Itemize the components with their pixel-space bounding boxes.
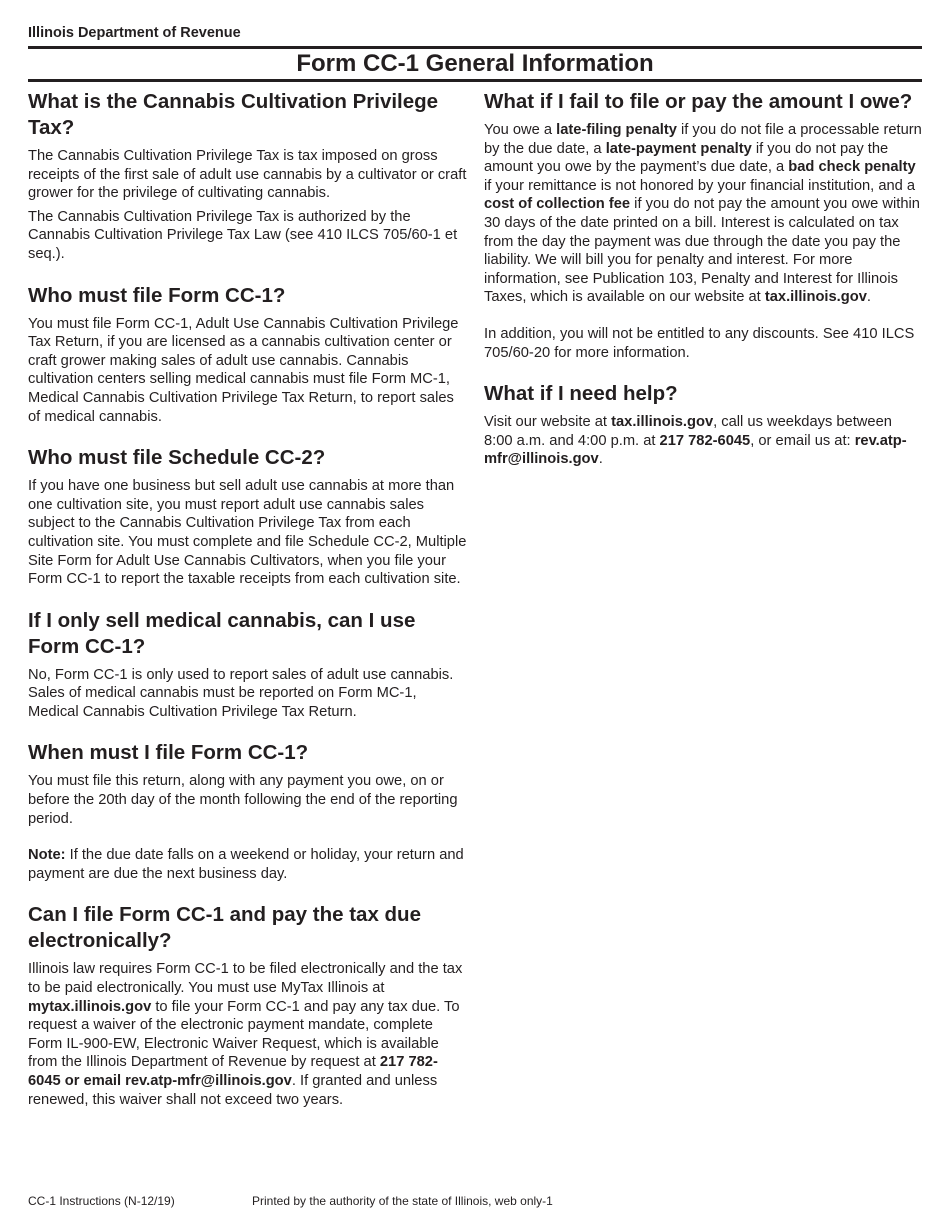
contact-bold: 217 782-6045 or email rev.atp-mfr@illinois.gov [28,1054,438,1089]
bold-term: cost of collection fee [484,196,631,213]
text-run: , call us weekdays between 8:00 a.m. and 4:00 p.m. at [484,414,892,449]
website-link[interactable]: tax.illinois.gov [764,289,867,306]
section-when-file [28,740,468,883]
paragraph [484,413,924,469]
left-column [28,89,468,1128]
section-heading: What if I fail to file or pay the amount I owe? [484,90,913,113]
paragraph [28,960,468,1109]
text-run: to file your Form CC-1 and pay any tax due. To request a waiver of the electronic payment mandate, complete Form IL-900-EW, Electronic Waiver Request, which is available from the Illinois Department of Revenue by request at [28,998,460,1071]
section-what-is-tax [28,89,468,264]
section-need-help [484,381,924,469]
section-heading: What if I need help? [484,382,678,406]
paragraph [484,121,924,307]
section-heading: What is the Cannabis Cultivation Privilege Tax? [28,90,439,139]
text-run: . If granted and unless renewed, this waiver shall not exceed two years. [28,1073,438,1108]
section-heading: If I only sell medical cannabis, can I use Form CC-1? [28,608,416,658]
paragraph: The Cannabis Cultivation Privilege Tax is authorized by the Cannabis Cultivation Privilege Tax Law (see 410 ILCS 705/60-1 et seq.). [28,208,458,262]
footer-authority: Printed by the authority of the state of Illinois, web only-1 [252,1194,553,1208]
section-electronic-filing [28,902,468,1109]
section-medical-cannabis [28,608,468,722]
section-schedule-cc2 [28,445,468,589]
section-fail-to-file [484,89,924,362]
mytax-link[interactable]: mytax.illinois.gov [28,998,152,1015]
section-who-must-file [28,283,468,427]
paragraph: If you have one business but sell adult use cannabis at more than one cultivation site, you must report adult use cannabis sales subject to the Cannabis Cultivation Privilege Tax from each cultivation site. You must complete and file Schedule CC-2, Multiple Site Form for Adult Use Cannabis Cultivators, when you file your Form CC-1 to report the taxable receipts from each cultivation site. [28,478,467,588]
paragraph: In addition, you will not be entitled to any discounts. See 410 ILCS 705/60-20 for more information. [484,325,915,361]
phone-number: 217 782-6045 [659,432,751,449]
text-run: if you do not pay the amount you owe by the payment’s due date, a [484,140,889,176]
page-title: Form CC-1 General Information [296,50,654,77]
section-heading: Can I file Form CC-1 and pay the tax due electronically? [28,903,421,953]
right-column [484,89,924,488]
website-link[interactable]: tax.illinois.gov [611,414,714,431]
bold-term: late-payment penalty [605,140,752,157]
note-text: If the due date falls on a weekend or holiday, your return and payment are due the next business day. [28,847,464,882]
section-heading: When must I file Form CC-1? [28,741,309,765]
paragraph: You must file this return, along with any payment you owe, on or before the 20th day of the month following the end of the reporting period. [28,773,458,827]
text-run: , or email us at: [750,432,855,449]
note-label: Note: [28,847,66,864]
title-rule [28,79,922,82]
text-run: . [598,451,603,468]
text-run: if your remittance is not honored by your financial institution, and a [484,177,916,194]
text-run: Illinois law requires Form CC-1 to be filed electronically and the tax to be paid electronically. You must use MyTax Illinois at [28,961,463,997]
text-run: if you do not pay the amount you owe within 30 days of the date printed on a bill. Interest is calculated on tax from the day the payment was due through the date you pay the liability. We will bill you for penalty and interest. For more information, see Publication 103, Penalty and Interest for Illinois Taxes, which is available on our website at [484,196,920,306]
footer-form-id: CC-1 Instructions (N-12/19) [28,1194,175,1208]
text-run: Visit our website at [484,414,612,431]
top-rule [28,46,922,49]
note-paragraph [28,846,468,883]
text-run: You owe a [484,122,557,138]
paragraph: You must file Form CC-1, Adult Use Cannabis Cultivation Privilege Tax Return, if you are licensed as a cannabis cultivation center or craft grower making sales of adult use cannabis. Cannabis cultivation centers selling medical cannabis must file Form MC-1, Medical Cannabis Cultivation Privilege Tax Return, to report sales of medical cannabis. [28,315,459,425]
section-heading: Who must file Schedule CC-2? [28,446,326,470]
section-heading: Who must file Form CC-1? [28,283,286,307]
email-link[interactable]: rev.atp-mfr@illinois.gov [484,432,907,468]
agency-name: Illinois Department of Revenue [28,25,241,41]
bold-term: late-filing penalty [556,122,677,138]
text-run: . [866,289,871,306]
paragraph: The Cannabis Cultivation Privilege Tax is tax imposed on gross receipts of the first sale of adult use cannabis by a cultivator or craft grower for the privilege of cultivating cannabis. [28,148,467,202]
paragraph: No, Form CC-1 is only used to report sales of adult use cannabis. Sales of medical cannabis must be reported on Form MC-1, Medical Cannabis Cultivation Privilege Tax Return. [28,666,454,720]
bold-term: bad check penalty [788,159,916,176]
text-run: if you do not file a processable return by the due date, a [484,122,922,157]
